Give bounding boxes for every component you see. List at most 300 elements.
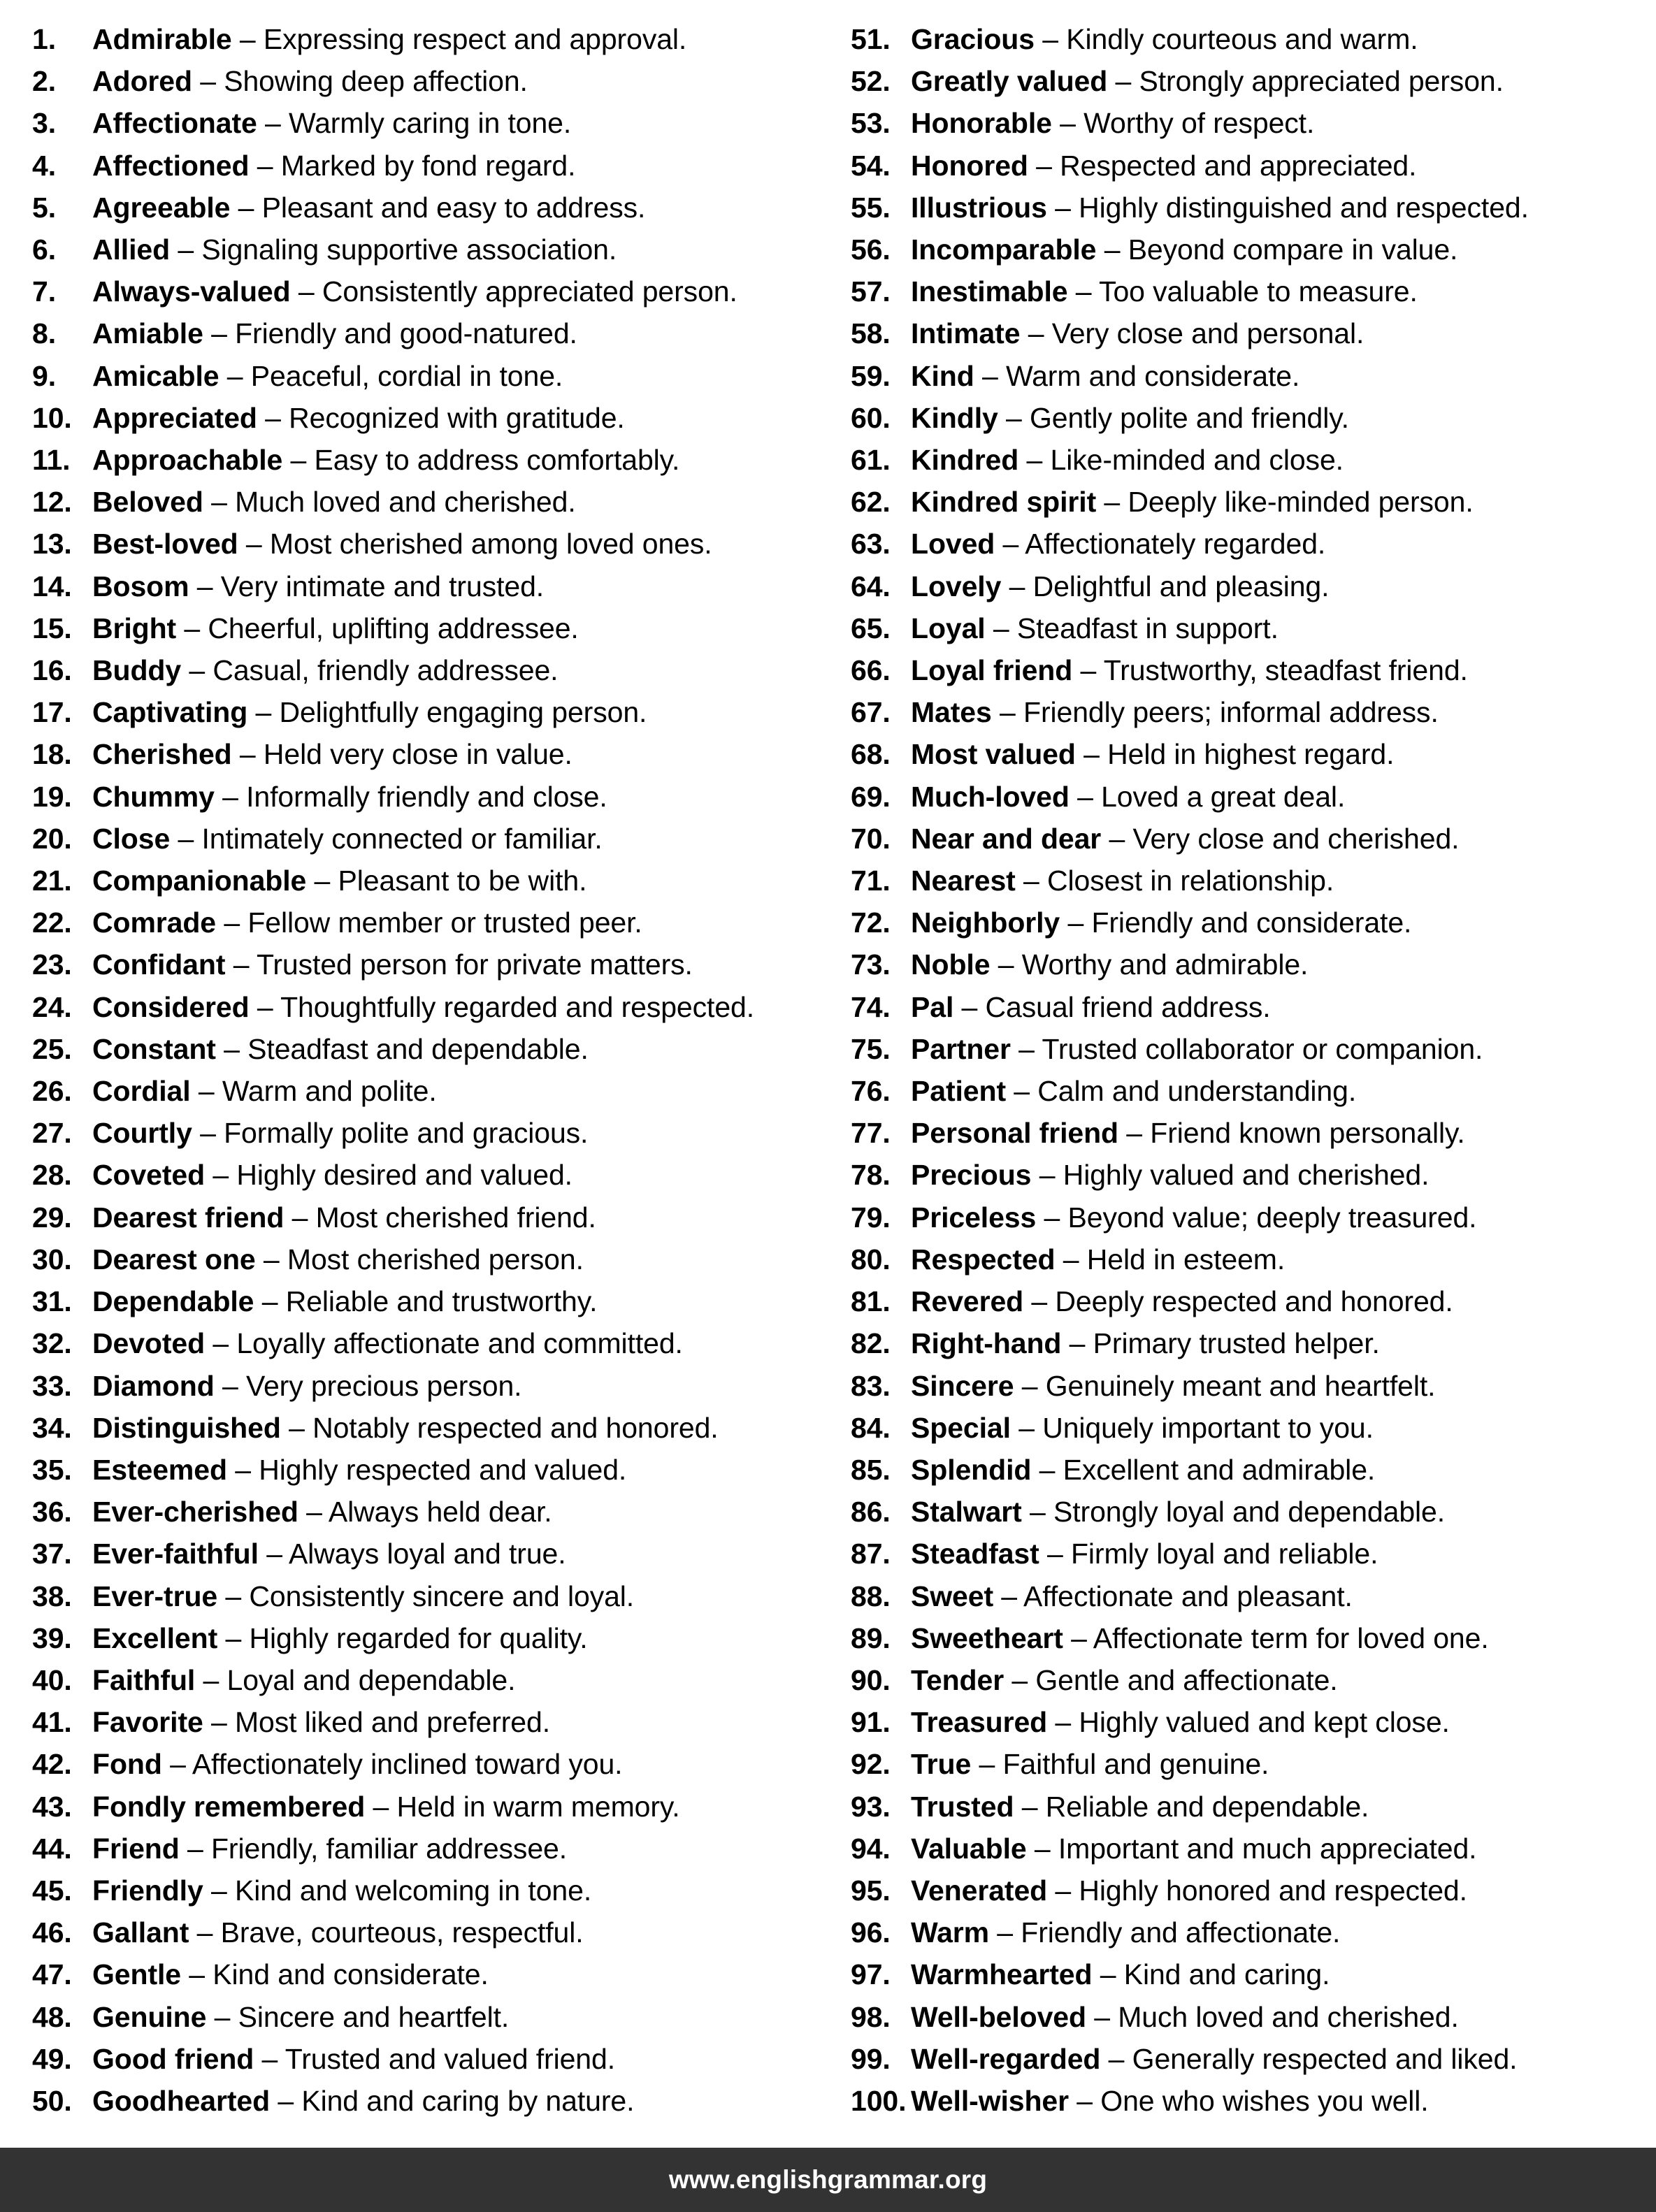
list-item bbox=[851, 902, 1649, 944]
list-item bbox=[851, 397, 1649, 439]
list-item-definition: Very intimate and trusted. bbox=[220, 570, 545, 602]
list-item-number: 17. bbox=[32, 696, 72, 729]
list-item-definition: Always loyal and true. bbox=[288, 1538, 566, 1570]
list-item-body bbox=[911, 1617, 1649, 1659]
list-item bbox=[851, 776, 1649, 818]
list-item-separator: – bbox=[1039, 1159, 1056, 1192]
list-item bbox=[851, 1322, 1649, 1364]
list-item-body bbox=[92, 986, 821, 1028]
list-item-number: 48. bbox=[32, 2000, 72, 2033]
list-item-number: 89. bbox=[851, 1621, 891, 1654]
list-item bbox=[851, 860, 1649, 902]
list-item-definition: Highly desired and valued. bbox=[236, 1159, 573, 1192]
list-item-separator: – bbox=[200, 1117, 216, 1150]
list-item-body bbox=[911, 1028, 1649, 1070]
list-item-body bbox=[92, 1870, 821, 1911]
list-item-number: 26. bbox=[32, 1075, 72, 1108]
list-item-separator: – bbox=[1075, 275, 1092, 308]
list-item-separator: – bbox=[1031, 1285, 1048, 1318]
list-item bbox=[32, 776, 821, 818]
list-item-term: Honored bbox=[911, 149, 1028, 182]
list-item bbox=[32, 355, 821, 397]
list-item-body bbox=[92, 1112, 821, 1154]
list-item bbox=[851, 1953, 1649, 1995]
list-item-number: 62. bbox=[851, 486, 891, 519]
list-item-definition: Easy to address comfortably. bbox=[314, 444, 680, 477]
list-item bbox=[851, 1911, 1649, 1953]
list-item-body bbox=[911, 229, 1649, 270]
list-item-body bbox=[92, 18, 821, 60]
list-item bbox=[851, 1533, 1649, 1575]
list-item-separator: – bbox=[1046, 1538, 1063, 1570]
list-item-body bbox=[92, 691, 821, 733]
list-item-number: 20. bbox=[32, 822, 72, 855]
list-item-separator: – bbox=[1063, 1243, 1079, 1275]
list-item-definition: Reliable and dependable. bbox=[1045, 1790, 1369, 1823]
left-column bbox=[0, 18, 828, 2122]
list-item-number: 77. bbox=[851, 1117, 891, 1150]
list-item-term: Sincere bbox=[911, 1369, 1014, 1402]
list-item-definition: Highly respected and valued. bbox=[259, 1453, 627, 1486]
list-item-term: Much-loved bbox=[911, 780, 1070, 813]
list-item-term: Gracious bbox=[911, 23, 1035, 55]
list-item-body bbox=[911, 18, 1649, 60]
list-item-body bbox=[911, 944, 1649, 985]
list-item-term: Companionable bbox=[92, 865, 307, 897]
list-item-term: Excellent bbox=[92, 1621, 218, 1654]
list-item bbox=[851, 565, 1649, 607]
terms-list-left bbox=[32, 18, 821, 2122]
list-item-term: Ever-cherished bbox=[92, 1496, 298, 1528]
list-item-separator: – bbox=[189, 654, 206, 687]
list-item-definition: Kindly courteous and warm. bbox=[1066, 23, 1418, 55]
list-item-body bbox=[911, 1870, 1649, 1911]
list-item-definition: Pleasant to be with. bbox=[338, 865, 587, 897]
list-item bbox=[32, 1365, 821, 1407]
list-item-separator: – bbox=[196, 1916, 213, 1949]
list-item-term: Mates bbox=[911, 696, 992, 729]
list-item-body bbox=[92, 1365, 821, 1407]
list-item-number: 6. bbox=[32, 233, 56, 266]
list-item-definition: Trusted person for private matters. bbox=[256, 948, 693, 981]
list-item bbox=[851, 1870, 1649, 1911]
list-item-definition: Much loved and cherished. bbox=[1118, 2000, 1459, 2033]
list-item-separator: – bbox=[1077, 780, 1093, 813]
list-item-separator: – bbox=[1109, 822, 1125, 855]
list-item-term: Neighborly bbox=[911, 906, 1060, 939]
list-item-term: Kindred spirit bbox=[911, 486, 1097, 519]
list-item-definition: Loyally affectionate and committed. bbox=[236, 1327, 683, 1360]
list-item-separator: – bbox=[225, 1621, 242, 1654]
list-item-term: Right-hand bbox=[911, 1327, 1062, 1360]
list-item-definition: Highly honored and respected. bbox=[1079, 1874, 1467, 1907]
list-item bbox=[851, 2038, 1649, 2080]
list-item-body bbox=[911, 1828, 1649, 1870]
list-item-separator: – bbox=[1071, 1621, 1087, 1654]
list-item-body bbox=[92, 860, 821, 902]
list-item bbox=[32, 1154, 821, 1196]
list-item-number: 95. bbox=[851, 1874, 891, 1907]
list-item-separator: – bbox=[211, 317, 227, 350]
right-column bbox=[828, 18, 1656, 2122]
list-item-body bbox=[92, 312, 821, 354]
list-item-body bbox=[92, 1575, 821, 1617]
list-item-number: 64. bbox=[851, 570, 891, 602]
list-item-separator: – bbox=[184, 612, 201, 644]
list-item-definition: Held in warm memory. bbox=[396, 1790, 680, 1823]
list-item-definition: Primary trusted helper. bbox=[1093, 1327, 1380, 1360]
list-item-term: Gallant bbox=[92, 1916, 189, 1949]
list-item-term: Dependable bbox=[92, 1285, 254, 1318]
list-item-separator: – bbox=[213, 1327, 229, 1360]
list-item-number: 75. bbox=[851, 1032, 891, 1065]
list-item bbox=[32, 1238, 821, 1280]
list-item-separator: – bbox=[278, 2084, 294, 2117]
list-item-definition: Warm and considerate. bbox=[1006, 359, 1300, 392]
list-item-number: 5. bbox=[32, 191, 56, 224]
list-item bbox=[32, 691, 821, 733]
list-item-number: 3. bbox=[32, 107, 56, 140]
list-item-body bbox=[92, 1280, 821, 1322]
list-item-number: 36. bbox=[32, 1496, 72, 1528]
two-column-list-area bbox=[0, 18, 1656, 2118]
list-item-separator: – bbox=[1009, 570, 1025, 602]
list-item-body bbox=[911, 1070, 1649, 1112]
list-item-body bbox=[92, 2038, 821, 2080]
list-item-number: 22. bbox=[32, 906, 72, 939]
list-item bbox=[32, 1828, 821, 1870]
list-item-separator: – bbox=[1011, 1663, 1028, 1696]
list-item-separator: – bbox=[238, 191, 254, 224]
list-item-definition: Held in esteem. bbox=[1086, 1243, 1286, 1275]
list-item bbox=[32, 1491, 821, 1533]
list-item bbox=[851, 1280, 1649, 1322]
list-item-term: Diamond bbox=[92, 1369, 215, 1402]
list-item-term: Well-regarded bbox=[911, 2042, 1101, 2075]
list-item-body bbox=[911, 481, 1649, 523]
list-item-body bbox=[911, 1911, 1649, 1953]
list-item bbox=[851, 481, 1649, 523]
list-item-separator: – bbox=[979, 1748, 995, 1781]
list-item bbox=[851, 312, 1649, 354]
list-item-number: 61. bbox=[851, 444, 891, 477]
list-item-number: 82. bbox=[851, 1327, 891, 1360]
list-item-body bbox=[911, 1533, 1649, 1575]
list-item-number: 72. bbox=[851, 906, 891, 939]
list-item-number: 18. bbox=[32, 738, 72, 771]
list-item-number: 34. bbox=[32, 1411, 72, 1444]
list-item-body bbox=[911, 355, 1649, 397]
list-item bbox=[32, 1070, 821, 1112]
list-item-term: Bosom bbox=[92, 570, 189, 602]
list-item-number: 31. bbox=[32, 1285, 72, 1318]
list-item-body bbox=[92, 649, 821, 691]
list-item-number: 35. bbox=[32, 1453, 72, 1486]
list-item bbox=[851, 18, 1649, 60]
list-item bbox=[32, 229, 821, 270]
list-item-definition: Loved a great deal. bbox=[1101, 780, 1346, 813]
list-item-number: 46. bbox=[32, 1916, 72, 1949]
list-item-body bbox=[92, 1449, 821, 1491]
list-item-number: 47. bbox=[32, 1958, 72, 1991]
list-item-term: Buddy bbox=[92, 654, 182, 687]
list-item-term: Nearest bbox=[911, 865, 1016, 897]
list-item-body bbox=[92, 944, 821, 985]
list-item-definition: Generally respected and liked. bbox=[1132, 2042, 1518, 2075]
list-item-separator: – bbox=[226, 359, 243, 392]
list-item-term: True bbox=[911, 1748, 972, 1781]
list-item-body bbox=[92, 1743, 821, 1785]
list-item-separator: – bbox=[196, 570, 213, 602]
list-item-body bbox=[911, 691, 1649, 733]
list-item-separator: – bbox=[1069, 1327, 1086, 1360]
list-item-body bbox=[92, 439, 821, 481]
list-item-body bbox=[911, 1996, 1649, 2038]
list-item-number: 50. bbox=[32, 2084, 72, 2117]
list-item-separator: – bbox=[170, 1748, 186, 1781]
list-item bbox=[851, 1575, 1649, 1617]
list-item-separator: – bbox=[1044, 1201, 1060, 1234]
list-item bbox=[32, 1322, 821, 1364]
list-item-term: Cherished bbox=[92, 738, 232, 771]
list-item bbox=[851, 229, 1649, 270]
list-item-separator: – bbox=[239, 23, 256, 55]
list-item-definition: Affectionately inclined toward you. bbox=[192, 1748, 623, 1781]
list-item-definition: Friendly and good-natured. bbox=[235, 317, 577, 350]
list-item-number: 65. bbox=[851, 612, 891, 644]
list-item-definition: Friendly and affectionate. bbox=[1021, 1916, 1341, 1949]
list-item-number: 100. bbox=[851, 2084, 907, 2117]
list-item-body bbox=[911, 397, 1649, 439]
list-item-number: 96. bbox=[851, 1916, 891, 1949]
list-item bbox=[32, 1575, 821, 1617]
list-item-number: 14. bbox=[32, 570, 72, 602]
list-item-number: 51. bbox=[851, 23, 891, 55]
list-item-separator: – bbox=[1005, 401, 1022, 434]
list-item-definition: Excellent and admirable. bbox=[1063, 1453, 1376, 1486]
list-item bbox=[32, 2080, 821, 2122]
list-item bbox=[32, 1996, 821, 2038]
list-item bbox=[851, 60, 1649, 102]
list-item-separator: – bbox=[291, 1201, 308, 1234]
list-item-separator: – bbox=[1104, 233, 1121, 266]
list-item bbox=[851, 270, 1649, 312]
list-item-term: Loyal friend bbox=[911, 654, 1073, 687]
list-item-number: 25. bbox=[32, 1032, 72, 1065]
list-item bbox=[32, 1280, 821, 1322]
list-item-definition: Affectionate term for loved one. bbox=[1093, 1621, 1489, 1654]
list-item-separator: – bbox=[1028, 317, 1044, 350]
list-item-term: Friendly bbox=[92, 1874, 203, 1907]
list-item-definition: Peaceful, cordial in tone. bbox=[250, 359, 563, 392]
list-item-definition: Strongly loyal and dependable. bbox=[1053, 1496, 1446, 1528]
list-item-body bbox=[911, 818, 1649, 860]
list-item-separator: – bbox=[214, 2000, 231, 2033]
list-item-separator: – bbox=[1115, 65, 1132, 98]
list-item-definition: Important and much appreciated. bbox=[1058, 1832, 1477, 1865]
list-item-body bbox=[92, 607, 821, 649]
list-item-number: 52. bbox=[851, 65, 891, 98]
list-item bbox=[851, 733, 1649, 775]
list-item-term: Distinguished bbox=[92, 1411, 281, 1444]
list-item bbox=[32, 481, 821, 523]
list-item-definition: Most liked and preferred. bbox=[235, 1706, 551, 1739]
list-item-body bbox=[911, 312, 1649, 354]
list-item bbox=[32, 1953, 821, 1995]
list-item-body bbox=[911, 1449, 1649, 1491]
list-item-term: Good friend bbox=[92, 2042, 254, 2075]
list-item-term: Kindly bbox=[911, 401, 998, 434]
list-item-body bbox=[92, 1701, 821, 1743]
list-item-term: Goodhearted bbox=[92, 2084, 271, 2117]
list-item-term: Noble bbox=[911, 948, 991, 981]
list-item-definition: Worthy and admirable. bbox=[1021, 948, 1309, 981]
list-item-definition: Warm and polite. bbox=[222, 1075, 437, 1108]
list-item-definition: Highly valued and cherished. bbox=[1063, 1159, 1430, 1192]
list-item bbox=[851, 1112, 1649, 1154]
list-item-separator: – bbox=[290, 444, 307, 477]
list-item-separator: – bbox=[1036, 149, 1052, 182]
list-item-separator: – bbox=[1104, 486, 1121, 519]
list-item-separator: – bbox=[306, 1496, 322, 1528]
list-item-separator: – bbox=[1018, 1411, 1035, 1444]
list-item-number: 38. bbox=[32, 1580, 72, 1612]
list-item bbox=[851, 1701, 1649, 1743]
list-item-definition: Faithful and genuine. bbox=[1002, 1748, 1269, 1781]
list-item-term: Sweet bbox=[911, 1580, 993, 1612]
list-item bbox=[851, 1028, 1649, 1070]
list-item-separator: – bbox=[1039, 1453, 1056, 1486]
list-item bbox=[851, 1154, 1649, 1196]
list-item-definition: Informally friendly and close. bbox=[246, 780, 607, 813]
list-item-definition: Reliable and trustworthy. bbox=[285, 1285, 598, 1318]
list-item-separator: – bbox=[239, 738, 256, 771]
list-item bbox=[32, 1701, 821, 1743]
list-item bbox=[851, 691, 1649, 733]
list-item-body bbox=[92, 1659, 821, 1701]
list-item-number: 49. bbox=[32, 2042, 72, 2075]
list-item-separator: – bbox=[982, 359, 998, 392]
list-item-body bbox=[911, 1491, 1649, 1533]
list-item-body bbox=[92, 102, 821, 144]
list-item-number: 53. bbox=[851, 107, 891, 140]
list-item-definition: Casual friend address. bbox=[985, 990, 1271, 1023]
list-item-number: 66. bbox=[851, 654, 891, 687]
list-item-body bbox=[911, 1280, 1649, 1322]
list-item-definition: Gentle and affectionate. bbox=[1035, 1663, 1338, 1696]
list-item-separator: – bbox=[203, 1663, 219, 1696]
list-item-definition: Held in highest regard. bbox=[1107, 738, 1395, 771]
list-item-number: 15. bbox=[32, 612, 72, 644]
list-item bbox=[32, 145, 821, 187]
list-item-separator: – bbox=[265, 401, 281, 434]
list-item bbox=[32, 523, 821, 565]
list-item-definition: Deeply like-minded person. bbox=[1128, 486, 1474, 519]
list-item bbox=[32, 1870, 821, 1911]
list-item-number: 60. bbox=[851, 401, 891, 434]
list-item bbox=[851, 1407, 1649, 1449]
list-item-definition: Worthy of respect. bbox=[1083, 107, 1315, 140]
list-item-term: Always-valued bbox=[92, 275, 291, 308]
list-item-separator: – bbox=[265, 107, 281, 140]
list-item-body bbox=[92, 523, 821, 565]
list-item-term: Splendid bbox=[911, 1453, 1032, 1486]
list-item-term: Amicable bbox=[92, 359, 219, 392]
list-item bbox=[32, 986, 821, 1028]
list-item-term: Friend bbox=[92, 1832, 180, 1865]
list-item-number: 4. bbox=[32, 149, 56, 182]
list-item-separator: – bbox=[178, 822, 194, 855]
list-item bbox=[851, 607, 1649, 649]
list-item-number: 71. bbox=[851, 865, 891, 897]
list-item-body bbox=[911, 1953, 1649, 1995]
list-item-number: 10. bbox=[32, 401, 72, 434]
list-item bbox=[851, 1996, 1649, 2038]
list-item-body bbox=[911, 776, 1649, 818]
list-item-number: 19. bbox=[32, 780, 72, 813]
list-item bbox=[32, 902, 821, 944]
list-item bbox=[32, 649, 821, 691]
list-item-body bbox=[92, 902, 821, 944]
list-item bbox=[851, 2080, 1649, 2122]
list-item-number: 98. bbox=[851, 2000, 891, 2033]
list-item-definition: Always held dear. bbox=[328, 1496, 552, 1528]
list-item-definition: Sincere and heartfelt. bbox=[238, 2000, 510, 2033]
list-item-body bbox=[92, 229, 821, 270]
list-item-number: 94. bbox=[851, 1832, 891, 1865]
list-item-definition: Highly regarded for quality. bbox=[249, 1621, 588, 1654]
list-item-term: Sweetheart bbox=[911, 1621, 1063, 1654]
list-item-body bbox=[92, 818, 821, 860]
list-item-separator: – bbox=[198, 1075, 215, 1108]
list-item-body bbox=[92, 565, 821, 607]
list-item-number: 57. bbox=[851, 275, 891, 308]
list-item-term: Well-beloved bbox=[911, 2000, 1086, 2033]
list-item-definition: Most cherished friend. bbox=[315, 1201, 596, 1234]
list-item-definition: Firmly loyal and reliable. bbox=[1070, 1538, 1378, 1570]
list-item-separator: – bbox=[1021, 1790, 1038, 1823]
list-item-definition: Delightfully engaging person. bbox=[279, 696, 647, 729]
list-item bbox=[851, 439, 1649, 481]
list-item-number: 54. bbox=[851, 149, 891, 182]
list-item-separator: – bbox=[289, 1411, 305, 1444]
list-item-separator: – bbox=[998, 948, 1014, 981]
list-item-body bbox=[911, 1238, 1649, 1280]
list-item-term: Revered bbox=[911, 1285, 1024, 1318]
list-item-separator: – bbox=[257, 149, 273, 182]
list-item-separator: – bbox=[261, 2042, 278, 2075]
list-item-term: Pal bbox=[911, 990, 954, 1023]
list-item-definition: Uniquely important to you. bbox=[1042, 1411, 1374, 1444]
list-item-definition: Most cherished person. bbox=[287, 1243, 584, 1275]
list-item-number: 45. bbox=[32, 1874, 72, 1907]
list-item-body bbox=[92, 1996, 821, 2038]
list-item-term: Special bbox=[911, 1411, 1011, 1444]
list-item-term: Partner bbox=[911, 1032, 1011, 1065]
terms-list-right bbox=[851, 18, 1649, 2122]
list-item-term: Inestimable bbox=[911, 275, 1068, 308]
list-item-definition: Intimately connected or familiar. bbox=[201, 822, 603, 855]
list-item-separator: – bbox=[1001, 1580, 1017, 1612]
list-item-body bbox=[911, 102, 1649, 144]
list-item-number: 55. bbox=[851, 191, 891, 224]
list-item-definition: One who wishes you well. bbox=[1100, 2084, 1429, 2117]
list-item-body bbox=[911, 986, 1649, 1028]
list-item-body bbox=[911, 60, 1649, 102]
list-item-definition: Cheerful, uplifting addressee. bbox=[208, 612, 579, 644]
list-item-definition: Kind and caring. bbox=[1123, 1958, 1330, 1991]
list-item-term: Well-wisher bbox=[911, 2084, 1069, 2117]
